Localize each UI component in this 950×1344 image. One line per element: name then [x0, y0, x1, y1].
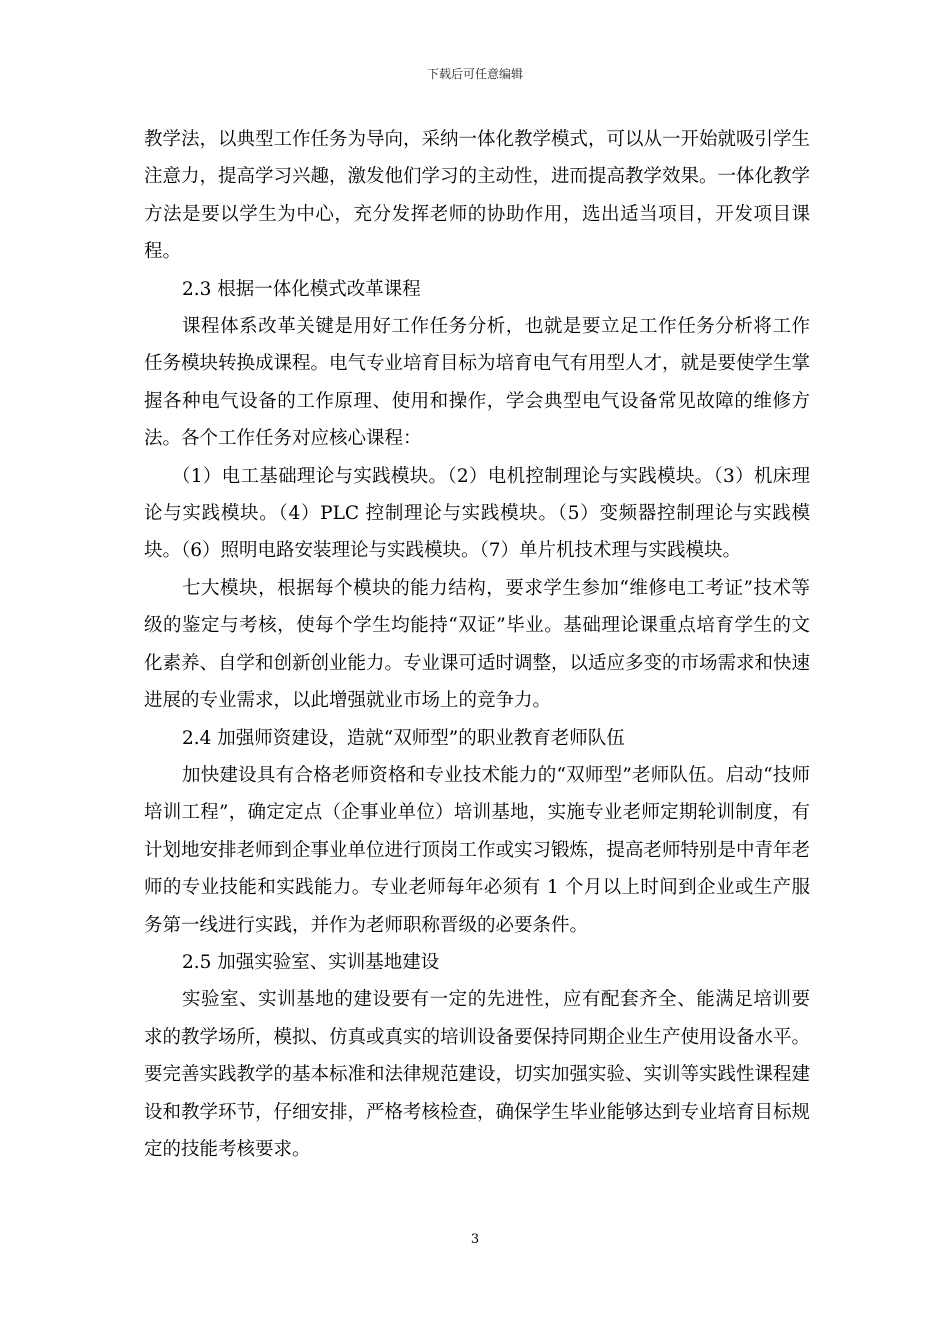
section-heading-2-4: 2.4 加强师资建设，造就“双师型”的职业教育老师队伍	[182, 727, 625, 749]
paragraph-curriculum-reform: 课程体系改革关键是用好工作任务分析，也就是要立足工作任务分析将工作任务模块转换成课程。电气专业培育目标为培育电气有用型人才，就是要使学生掌握各种电气设备的工作原理、使用和操作，学会典型电气设备常见故障的维修方法。各个工作任务对应核心课程：	[144, 316, 811, 450]
section-heading-2-5: 2.5 加强实验室、实训基地建设	[182, 951, 440, 973]
paragraph-teaching-method: 教学法，以典型工作任务为导向，采纳一体化教学模式，可以从一开始就吸引学生注意力，提高学习兴趣，激发他们学习的主动性，进而提高教学效果。一体化教学方法是要以学生为中心，充分发挥老师的协助作用，选出适当项目，开发项目课程。	[144, 129, 811, 263]
page-header: 下载后可任意编辑	[426, 67, 523, 81]
section-heading-2-3: 2.3 根据一体化模式改革课程	[182, 278, 421, 300]
paragraph-lab-construction: 实验室、实训基地的建设要有一定的先进性，应有配套齐全、能满足培训要求的教学场所，模拟、仿真或真实的培训设备要保持同期企业生产使用设备水平。要完善实践教学的基本标准和法律规范建设，切实加强实验、实训等实践性课程建设和教学环节，仔细安排，严格考核检查，确保学生毕业能够达到专业培育目标规定的技能考核要求。	[144, 989, 811, 1160]
page-number: 3	[470, 1232, 480, 1247]
document-body	[144, 121, 810, 1168]
paragraph-seven-modules: 七大模块，根据每个模块的能力结构，要求学生参加“维修电工考证”技术等级的鉴定与考核，使每个学生均能持“双证”毕业。基础理论课重点培育学生的文化素养、自学和创新创业能力。专业课可适时调整，以适应多变的市场需求和快速进展的专业需求，以此增强就业市场上的竞争力。	[144, 577, 811, 712]
paragraph-dual-teacher: 加快建设具有合格老师资格和专业技术能力的“双师型”老师队伍。启动“技师培训工程”，确定定点（企事业单位）培训基地，实施专业老师定期轮训制度，有计划地安排老师到企事业单位进行顶岗工作或实习锻炼，提高老师特别是中青年老师的专业技能和实践能力。专业老师每年必须有 1 个月以上时间到企业或生产服务第一线进行实践，并作为老师职称晋级的必要条件。	[144, 764, 811, 936]
paragraph-module-list: （1）电工基础理论与实践模块。（2）电机控制理论与实践模块。（3）机床理论与实践模块。（4）PLC 控制理论与实践模块。（5）变频器控制理论与实践模块。（6）照明电路安装理论与实践模块。（7）单片机技术理与实践模块。	[144, 465, 810, 562]
